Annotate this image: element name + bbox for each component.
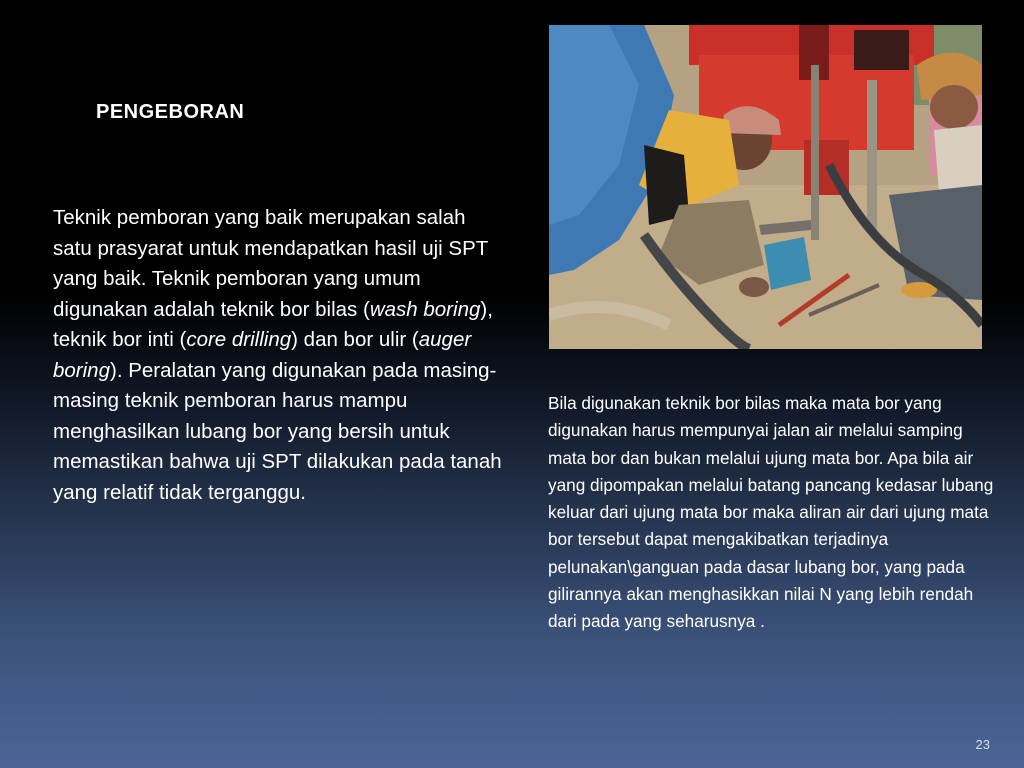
main-text-part3: ) dan bor ulir ( <box>291 328 419 351</box>
side-paragraph: Bila digunakan teknik bor bilas maka mata bor yang digunakan harus mempunyai jalan air melalui samping mata bor dan bukan melalui ujung mata bor. Apa bila air yang dipompakan melalui batang pancang kedasar lubang keluar dari ujung mata bor maka aliran air dari ujung mata bor tersebut dapat mengakibatkan terjadinya pelunakan\ganguan pada dasar lubang bor, yang pada gilirannya akan menghasikkan nilai N yang lebih rendah dari pada yang seharusnya . <box>548 393 994 632</box>
drilling-photo <box>549 25 982 349</box>
page-number: 23 <box>975 737 990 752</box>
term-auger-boring: auger boring <box>53 328 472 382</box>
slide-title: PENGEBORAN <box>96 101 245 123</box>
main-text-part2: ), teknik bor inti ( <box>53 297 493 351</box>
main-text-part1: Teknik pemboran yang baik merupakan salah satu prasyarat untuk mendapatkan hasil uji SPT yang baik. Teknik pemboran yang umum digunakan adalah teknik bor bilas ( <box>53 206 488 321</box>
main-paragraph <box>53 203 503 508</box>
term-core-drilling: core drilling <box>186 328 292 351</box>
term-wash-boring: wash boring <box>369 297 481 321</box>
main-text-part4: ). Peralatan yang digunakan pada masing-masing teknik pemboran harus mampu menghasilkan lubang bor yang bersih untuk memastikan bahwa uji SPT dilakukan pada tanah yang relatif tidak terganggu. <box>53 358 502 504</box>
